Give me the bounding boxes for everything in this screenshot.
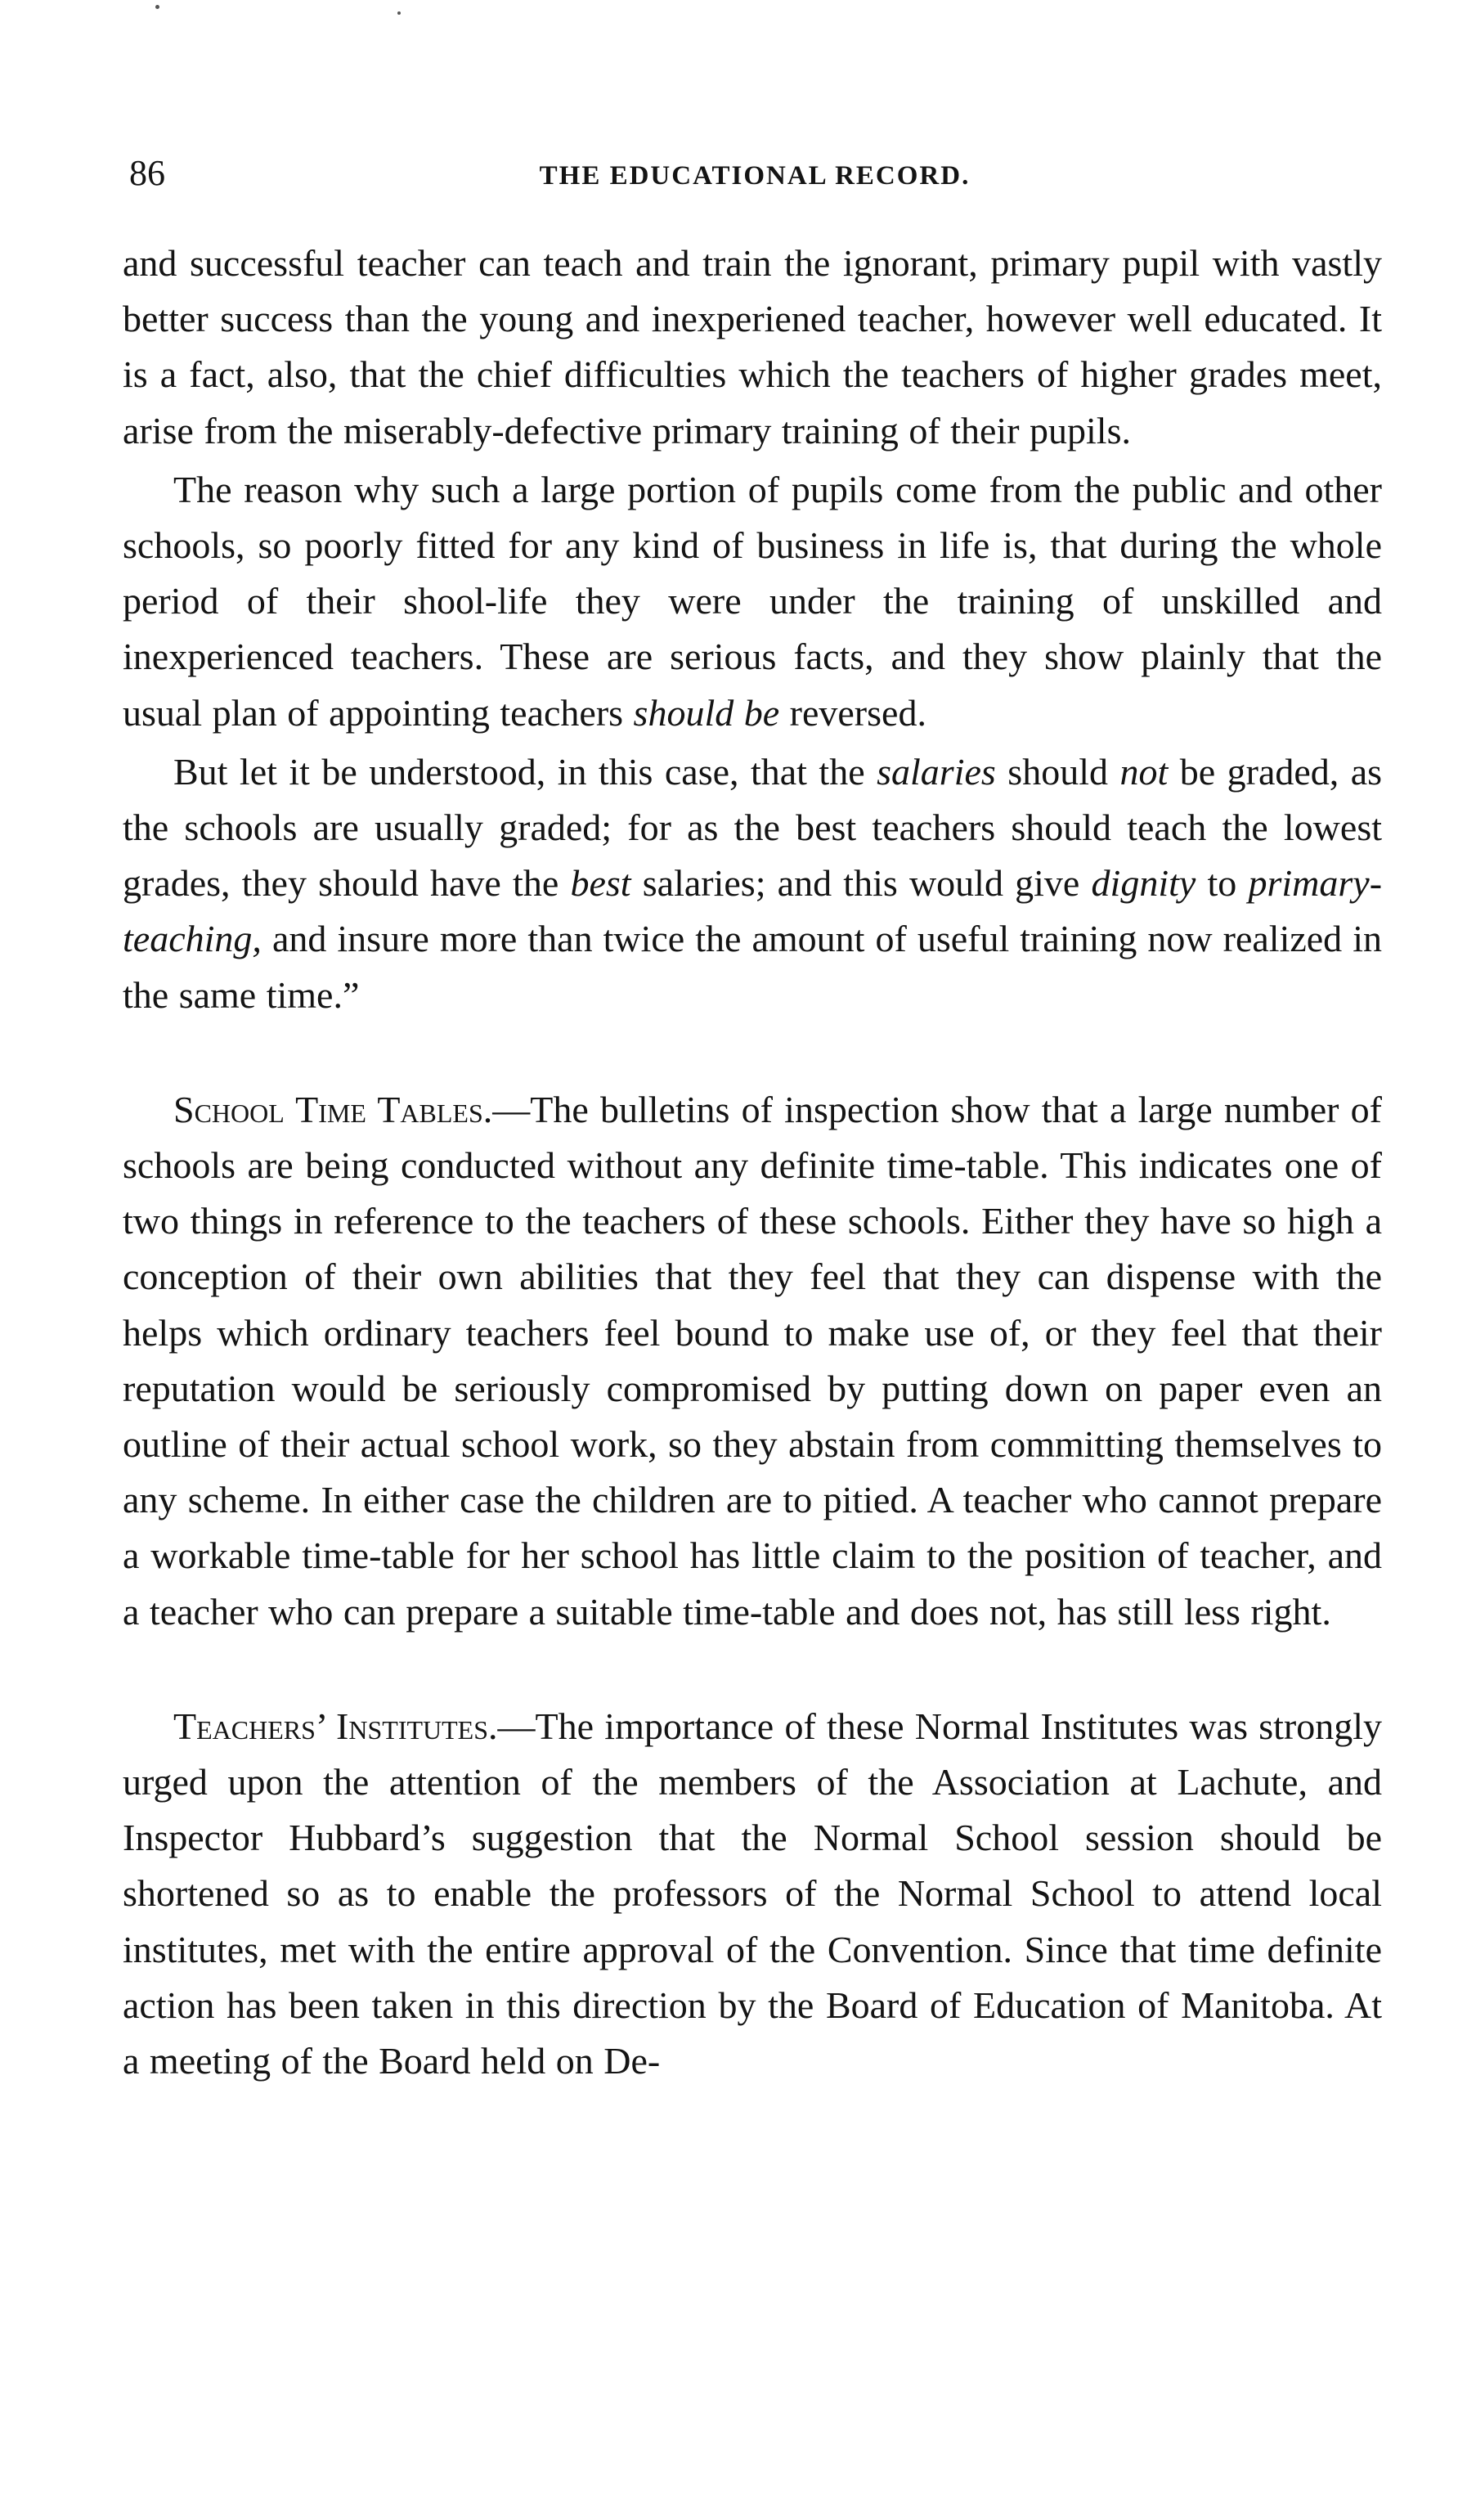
section-heading: Teachers’ Institutes. xyxy=(173,1705,498,1747)
paragraph-text-end: reversed. xyxy=(789,691,926,734)
italic-best: best xyxy=(570,862,631,905)
text-segment: salaries; and this would give xyxy=(642,862,1080,905)
body-text xyxy=(123,236,1382,2089)
text-segment: to xyxy=(1207,862,1237,905)
section-heading: School Time Tables. xyxy=(173,1088,493,1130)
text-segment: But let it be understood, in this case, that the xyxy=(173,750,865,793)
print-speck xyxy=(397,11,401,15)
print-speck xyxy=(155,5,159,9)
text-segment: should xyxy=(1007,750,1108,793)
paragraph-reason xyxy=(123,462,1382,741)
page-number: 86 xyxy=(129,153,165,193)
italic-dignity: dignity xyxy=(1091,862,1196,905)
section-gap xyxy=(123,1640,1382,1699)
section-text: —The bulletins of inspection show that a large number of schools are being conducted without any definite time-table. This indicates one of two things in reference to the teachers of these schools. Either they have so high a conception of their own abilities that they feel that they can dispense with the helps which ordinary teachers feel bound to make use of, or they feel that their reputation would be seriously compromised by putting down on paper even an outline of their actual school work, so they abstain from committing themselves to any scheme. In either case the children are to pitied. A teacher who cannot prepare a workable time-table for her school has little claim to the position of teacher, and a teacher who can prepare a suitable time-table and does not, has still less right. xyxy=(123,1088,1382,1633)
text-segment: be graded, as the schools are usually graded; for as the best teachers should teach the lowest grades, they should have the xyxy=(123,750,1383,905)
section-gap xyxy=(123,1023,1382,1082)
running-title: THE EDUCATIONAL RECORD. xyxy=(539,161,971,191)
italic-not: not xyxy=(1119,750,1169,793)
italic-salaries: salaries xyxy=(877,750,996,793)
italic-phrase: should be xyxy=(633,691,780,734)
text-segment: and insure more than twice the amount of useful training now realized in the same time.” xyxy=(123,918,1382,1016)
italic-primary-teaching: primary-teaching, xyxy=(123,862,1383,960)
paragraph-salaries xyxy=(123,744,1382,1023)
page-header xyxy=(129,149,1380,206)
section-text: —The importance of these Normal Institutes was strongly urged upon the attention of the members of the Association at Lachute, and Inspector Hubbard’s suggestion that the Normal School session should be shortened so as to enable the professors of the Normal School to attend local institutes, met with the entire approval of the Convention. Since that time definite action has been taken in this direction by the Board of Education of Manitoba. At a meeting of the Board held on De- xyxy=(123,1705,1382,2082)
paragraph-text: The reason why such a large portion of pupils come from the public and other schools, so poorly fitted for any kind of business in life is, that during the whole period of their shool-life they were under the training of unskilled and inexperienced teachers. These are serious facts, and they show plainly that the usual plan of appointing teachers xyxy=(123,468,1382,734)
paragraph-continuation: and successful teacher can teach and train the ignorant, primary pupil with vastly better success than the young and inexperiened teacher, however well educated. It is a fact, also, that the chief difficulties which the teachers of higher grades meet, arise from the miserably-defective primary training of their pupils. xyxy=(123,242,1382,451)
section-teachers-institutes xyxy=(123,1699,1382,2089)
section-school-time-tables xyxy=(123,1082,1382,1640)
